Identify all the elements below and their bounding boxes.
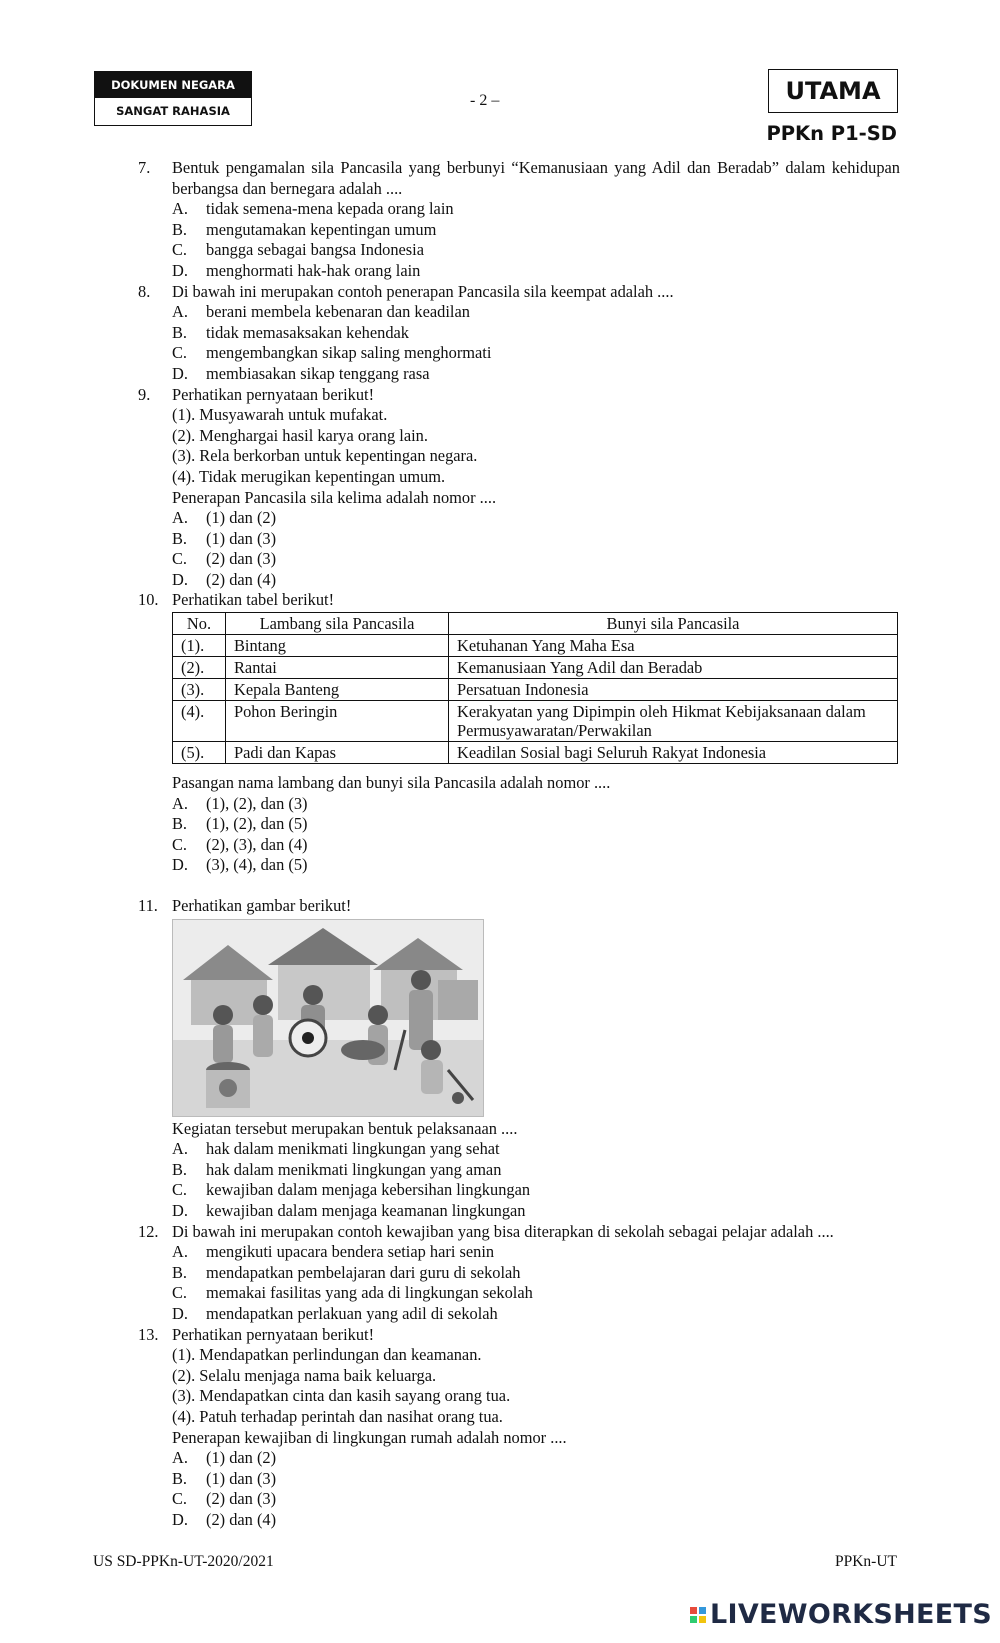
option-label: A. [172, 302, 188, 322]
option-label: D. [172, 363, 188, 383]
option-b[interactable] [172, 814, 900, 835]
option-text: (2), (3), dan (4) [206, 834, 308, 854]
option-label: C. [172, 1489, 188, 1509]
option-text: mengikuti upacara bendera setiap hari senin [206, 1242, 495, 1262]
option-a[interactable] [172, 508, 900, 529]
option-text: (1), (2), dan (3) [206, 793, 308, 813]
option-c[interactable] [172, 240, 900, 261]
option-label: B. [172, 1159, 188, 1179]
option-text: (2) dan (3) [206, 1489, 277, 1509]
option-b[interactable] [172, 220, 900, 241]
option-text: mengembangkan sikap saling menghormati [206, 343, 492, 363]
question-stem: Di bawah ini merupakan contoh kewajiban yang bisa diterapkan di sekolah sebagai pelajar adalah .... [172, 1221, 834, 1241]
option-label: B. [172, 1468, 188, 1488]
statement: (1). Mendapatkan perlindungan dan keamanan. [172, 1345, 482, 1365]
table-header: Bunyi sila Pancasila [449, 613, 898, 635]
option-c[interactable] [172, 1283, 900, 1304]
liveworksheets-brand[interactable] [690, 1599, 992, 1630]
question-number: 7. [138, 158, 151, 177]
option-b[interactable] [172, 323, 900, 344]
option-text: memakai fasilitas yang ada di lingkungan sekolah [206, 1283, 533, 1303]
option-label: D. [172, 1201, 188, 1220]
option-label: A. [172, 199, 188, 219]
question-stem: Perhatikan pernyataan berikut! [172, 1324, 375, 1344]
table-cell: Pohon Beringin [226, 701, 449, 742]
table-cell: (2). [173, 657, 226, 679]
footer-exam-code: US SD-PPKn-UT-2020/2021 [93, 1553, 274, 1570]
table-cell: Persatuan Indonesia [449, 679, 898, 701]
statement: (4). Patuh terhadap perintah dan nasihat orang tua. [172, 1406, 503, 1426]
classification-stamp [94, 71, 252, 126]
option-a[interactable] [172, 1139, 900, 1160]
option-label: D. [172, 1303, 188, 1323]
option-label: A. [172, 1139, 188, 1159]
option-label: D. [172, 569, 188, 589]
option-text: (1) dan (3) [206, 528, 277, 548]
question-11 [138, 896, 900, 1222]
question-prompt: Pasangan nama lambang dan bunyi sila Pancasila adalah nomor .... [172, 773, 611, 793]
option-text: menghormati hak-hak orang lain [206, 260, 421, 280]
table-cell: (5). [173, 742, 226, 764]
question-number: 13. [138, 1324, 159, 1344]
option-d[interactable] [172, 1510, 900, 1531]
table-cell: Padi dan Kapas [226, 742, 449, 764]
question-stem: Bentuk pengamalan sila Pancasila yang berbunyi “Kemanusiaan yang Adil dan Beradab” dalam kehidupan berbangsa dan bernegara adalah .... [172, 158, 900, 198]
option-text: mendapatkan perlakuan yang adil di sekolah [206, 1303, 498, 1323]
option-label: D. [172, 855, 188, 875]
option-label: C. [172, 1180, 188, 1200]
stamp-bottom-label: SANGAT RAHASIA [95, 98, 251, 125]
option-text: hak dalam menikmati lingkungan yang aman [206, 1159, 502, 1179]
option-c[interactable] [172, 1489, 900, 1510]
table-row [173, 635, 898, 657]
option-d[interactable] [172, 855, 900, 876]
question-stem: Perhatikan tabel berikut! [172, 590, 335, 610]
utama-box: UTAMA [768, 69, 898, 113]
question-number: 8. [138, 281, 151, 301]
question-prompt: Penerapan kewajiban di lingkungan rumah adalah nomor .... [172, 1427, 567, 1447]
option-text: (2) dan (4) [206, 569, 277, 589]
table-cell: (4). [173, 701, 226, 742]
table-row [173, 742, 898, 764]
table-cell: Bintang [226, 635, 449, 657]
option-a[interactable] [172, 1242, 900, 1263]
option-d[interactable] [172, 570, 900, 591]
question-stem: Di bawah ini merupakan contoh penerapan Pancasila sila keempat adalah .... [172, 281, 674, 301]
option-text: mengutamakan kepentingan umum [206, 219, 437, 239]
option-text: hak dalam menikmati lingkungan yang sehat [206, 1139, 500, 1159]
option-label: B. [172, 1262, 188, 1282]
liveworksheets-logo-icon [690, 1607, 706, 1623]
statement: (2). Selalu menjaga nama baik keluarga. [172, 1365, 437, 1385]
option-text: kewajiban dalam menjaga keamanan lingkungan [206, 1201, 526, 1220]
option-b[interactable] [172, 529, 900, 550]
cleanup-illustration-drawing [173, 920, 483, 1116]
logo-square [690, 1616, 697, 1623]
pancasila-table [172, 612, 898, 764]
table-row [173, 701, 898, 742]
question-stem: Perhatikan pernyataan berikut! [172, 384, 375, 404]
option-label: B. [172, 528, 188, 548]
option-text: (2) dan (3) [206, 549, 277, 569]
option-b[interactable] [172, 1160, 900, 1181]
option-label: B. [172, 219, 188, 239]
option-label: A. [172, 1242, 188, 1262]
table-cell: Kemanusiaan Yang Adil dan Beradab [449, 657, 898, 679]
option-label: B. [172, 814, 188, 834]
table-cell: (3). [173, 679, 226, 701]
option-d[interactable] [172, 1304, 900, 1325]
table-header: Lambang sila Pancasila [226, 613, 449, 635]
question-prompt: Kegiatan tersebut merupakan bentuk pelaksanaan .... [172, 1118, 518, 1138]
statement: (1). Musyawarah untuk mufakat. [172, 405, 388, 425]
option-text: berani membela kebenaran dan keadilan [206, 302, 470, 322]
option-text: (1) dan (3) [206, 1468, 277, 1488]
option-text: (1) dan (2) [206, 1448, 277, 1468]
option-b[interactable] [172, 1263, 900, 1284]
question-number: 9. [138, 384, 151, 404]
table-header: No. [173, 613, 226, 635]
option-label: A. [172, 1448, 188, 1468]
option-text: bangga sebagai bangsa Indonesia [206, 240, 425, 260]
option-text: mendapatkan pembelajaran dari guru di sekolah [206, 1262, 521, 1282]
table-row [173, 679, 898, 701]
question-list [138, 158, 900, 1531]
option-text: (2) dan (4) [206, 1509, 277, 1529]
option-label: C. [172, 343, 188, 363]
statement: (3). Rela berkorban untuk kepentingan negara. [172, 446, 478, 466]
option-d[interactable] [172, 261, 900, 282]
question-10 [138, 590, 900, 876]
page-number: - 2 – [470, 92, 500, 109]
option-text: tidak memasaksakan kehendak [206, 322, 409, 342]
table-cell: Keadilan Sosial bagi Seluruh Rakyat Indonesia [449, 742, 898, 764]
table-cell: (1). [173, 635, 226, 657]
logo-square [690, 1607, 697, 1614]
option-a[interactable] [172, 199, 900, 220]
option-text: membiasakan sikap tenggang rasa [206, 363, 430, 383]
option-text: kewajiban dalam menjaga kebersihan lingkungan [206, 1180, 531, 1200]
option-d[interactable] [172, 364, 900, 385]
logo-square [699, 1607, 706, 1614]
option-label: C. [172, 240, 188, 260]
option-b[interactable] [172, 1469, 900, 1490]
table-row [173, 657, 898, 679]
option-text: (1) dan (2) [206, 508, 277, 528]
option-c[interactable] [172, 549, 900, 570]
table-cell: Rantai [226, 657, 449, 679]
option-a[interactable] [172, 302, 900, 323]
question-number: 12. [138, 1221, 159, 1241]
option-c[interactable] [172, 835, 900, 856]
footer-subject: PPKn-UT [834, 1553, 897, 1570]
question-8 [138, 282, 900, 385]
brand-name: LIVEWORKSHEETS [709, 1599, 992, 1630]
option-a[interactable] [172, 1448, 900, 1469]
option-label: C. [172, 834, 188, 854]
option-label: D. [172, 260, 188, 280]
statement: (4). Tidak merugikan kepentingan umum. [172, 466, 446, 486]
option-a[interactable] [172, 794, 900, 815]
question-9 [138, 385, 900, 591]
option-label: A. [172, 508, 188, 528]
question-12 [138, 1222, 900, 1325]
cleanup-illustration [172, 919, 484, 1117]
statement: (2). Menghargai hasil karya orang lain. [172, 425, 428, 445]
option-text: (3), (4), dan (5) [206, 855, 308, 875]
question-number: 11. [138, 896, 158, 916]
question-13 [138, 1325, 900, 1531]
logo-square [699, 1616, 706, 1623]
subject-code: PPKn P1-SD [766, 122, 897, 145]
option-label: A. [172, 793, 188, 813]
option-text: (1), (2), dan (5) [206, 814, 308, 834]
question-number: 10. [138, 590, 159, 610]
table-cell: Ketuhanan Yang Maha Esa [449, 635, 898, 657]
question-stem: Perhatikan gambar berikut! [172, 896, 352, 916]
option-c[interactable] [172, 343, 900, 364]
question-prompt: Penerapan Pancasila sila kelima adalah nomor .... [172, 487, 497, 507]
option-label: C. [172, 549, 188, 569]
question-7 [138, 158, 900, 282]
table-header-row [173, 613, 898, 635]
option-label: B. [172, 322, 188, 342]
option-text: tidak semena-mena kepada orang lain [206, 199, 454, 219]
option-d[interactable] [172, 1201, 900, 1222]
option-label: D. [172, 1509, 188, 1529]
stamp-top-label: DOKUMEN NEGARA [95, 72, 251, 98]
option-c[interactable] [172, 1180, 900, 1201]
table-cell: Kerakyatan yang Dipimpin oleh Hikmat Kebijaksanaan dalam Permusyawaratan/Perwakilan [449, 701, 898, 742]
table-cell: Kepala Banteng [226, 679, 449, 701]
option-label: C. [172, 1283, 188, 1303]
statement: (3). Mendapatkan cinta dan kasih sayang orang tua. [172, 1386, 511, 1406]
